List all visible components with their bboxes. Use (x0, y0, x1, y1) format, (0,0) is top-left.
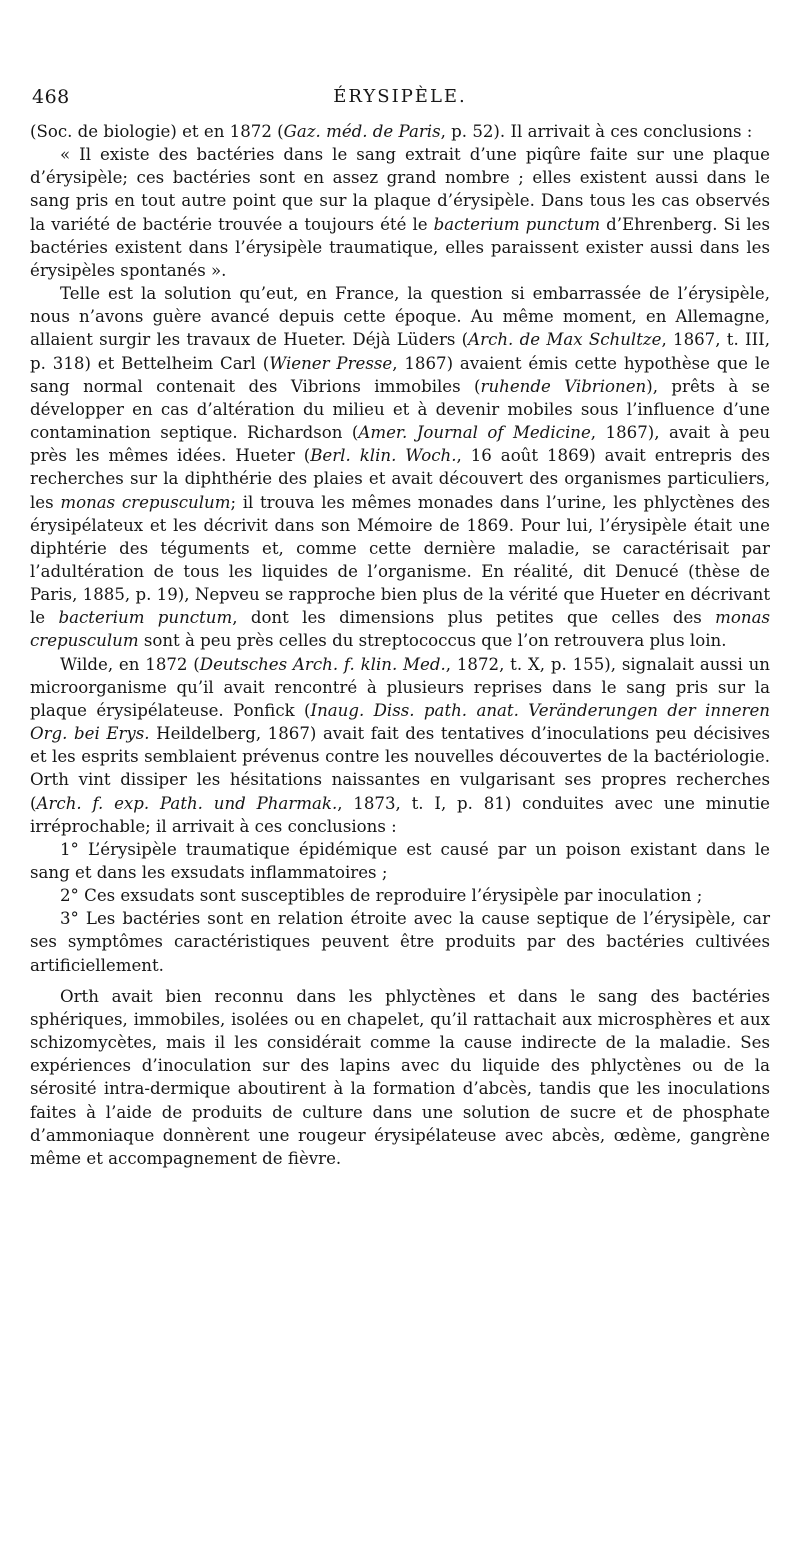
paragraph-p3 (30, 282, 770, 653)
text-run: 2° Ces exsudats sont susceptibles de reproduire l’érysipèle par inoculation ; (60, 886, 703, 906)
text-run: 1° L’érysipèle traumatique épidémique est causé par un poison existant dans le sang et dans les exsudats inflammatoires ; (30, 839, 770, 882)
text-run: , 1867) avaient émis cette hypothèse que le sang normal contenait des Vibrions immobiles ( (30, 353, 771, 396)
italic-citation: Deutsches Arch. f. klin. Med. (199, 654, 446, 674)
text-run: , 1867), avait à peu près les mêmes idées. Hueter ( (30, 423, 771, 466)
paragraph-p5 (30, 838, 770, 884)
text-run: (Soc. de biologie) et en 1872 ( (30, 122, 284, 141)
italic-citation: Amer. Journal of Medicine (358, 423, 591, 443)
text-run: , p. 52). Il arrivait à ces conclusions : (440, 122, 753, 141)
text-run: ), prêts à se développer en cas d’altération du milieu et à devenir mobiles sous l’influence d’une contamination septique. Richardson ( (30, 376, 770, 443)
text-run: sont à peu près celles du streptococcus que l’on retrouvera plus loin. (138, 631, 727, 651)
italic-citation: monas crepusculum (60, 492, 231, 512)
body-text (30, 120, 770, 1170)
running-title: ÉRYSIPÈLE. (333, 86, 467, 107)
paragraph-p7 (30, 907, 770, 976)
book-page (30, 86, 770, 1170)
paragraph-p2 (30, 143, 770, 282)
text-run: , 1872, t. X, p. 155), signalait aussi un microorganisme qu’il avait rencontré à plusieurs reprises dans le sang pris sur la plaque érysipélateuse. Ponfick ( (30, 654, 770, 720)
text-run: « Il existe des bactéries dans le sang extrait d’une piqûre faite sur une plaque d’érysipèle; ces bactéries sont en assez grand nombre ; elles existent aussi dans le sang pris en tout autre point que sur la plaque d’érysipèle. Dans tous les cas observés la variété de bactérie trouvée a toujours été le (30, 145, 770, 234)
text-run: d’Ehrenberg. Si les bactéries existent dans l’érysipèle traumatique, elles paraissent exister aussi dans les érysipèles spontanés ». (30, 214, 770, 280)
paragraph-p8 (30, 985, 770, 1170)
text-run: , 1873, t. I, p. 81) conduites avec une minutie irréprochable; il arrivait à ces conclusions : (30, 793, 770, 836)
text-run: Telle est la solution qu’eut, en France, la question si embarrassée de l’érysipèle, nous n’avons guère avancé depuis cette époque. Au même moment, en Allemagne, allaient surgir les travaux de Hueter. Déjà Lüders ( (30, 284, 770, 350)
text-run: ; il trouva les mêmes monades dans l’urine, les phlyctènes des érysipélateux et les décrivit dans son Mémoire de 1869. Pour lui, l’érysipèle était une diphtérie des téguments et, comme cette dernière maladie, se caractérisait par l’adultération de tous les liquides de l’organisme. En réalité, dit Denucé (thèse de Paris, 1885, p. 19), Nepveu se rapproche bien plus de la vérité que Hueter en décrivant le (30, 492, 770, 628)
paragraph-p1 (30, 120, 770, 143)
italic-citation: Gaz. méd. de Paris (283, 122, 441, 141)
text-run: , 16 août 1869) avait entrepris des recherches sur la diphthérie des plaies et avait découvert des organismes particuliers, les (30, 446, 770, 512)
text-run: Wilde, en 1872 ( (60, 654, 200, 674)
italic-citation: bacterium punctum (433, 214, 601, 234)
text-run: , dont les dimensions plus petites que celles des (232, 608, 716, 628)
italic-citation: Inaug. Diss. path. anat. Veränderungen der inneren Org. bei Erys. (30, 700, 770, 744)
text-run: , 1867, t. III, p. 318) et Bettelheim Carl ( (30, 330, 770, 373)
italic-citation: ruhende Vibrionen (480, 376, 647, 396)
italic-citation: Arch. de Max Schultze (468, 330, 662, 350)
text-run: Heildelberg, 1867) avait fait des tentatives d’inoculations peu décisives et les esprits semblaient prévenus contre les nouvelles découvertes de la bactériologie. Orth vint dissiper les hésitations naissantes en vulgarisant ses propres recherches ( (30, 724, 770, 813)
italic-citation: Wiener Presse (269, 353, 393, 373)
italic-citation: monas crepusculum (30, 608, 770, 651)
paragraph-p4 (30, 653, 770, 838)
text-run: Orth avait bien reconnu dans les phlyctènes et dans le sang des bactéries sphériques, immobiles, isolées ou en chapelet, qu’il rattachait aux microsphères et aux schizomycètes, mais il les considérait comme la cause indirecte de la maladie. Ses expériences d’inoculation sur des lapins avec du liquide des phlyctènes ou de la sérosité intra-dermique aboutirent à la formation d’abcès, tandis que les inoculations faites à l’aide de produits de culture dans une solution de sucre et de phosphate d’ammoniaque donnèrent une rougeur érysipélateuse avec abcès, œdème, gangrène même et accompagnement de fièvre. (30, 986, 770, 1168)
page-number: 468 (32, 86, 70, 108)
italic-citation: Berl. klin. Woch. (310, 446, 457, 466)
paragraph-gap (30, 977, 770, 985)
text-run: 3° Les bactéries sont en relation étroite avec la cause septique de l’érysipèle, car ses symptômes caractéristiques peuvent être produits par des bactéries cultivées artificiellement. (30, 909, 770, 975)
italic-citation: Arch. f. exp. Path. und Pharmak. (36, 793, 338, 813)
italic-citation: bacterium punctum (58, 608, 233, 628)
paragraph-p6 (30, 884, 770, 907)
running-head (30, 86, 770, 120)
